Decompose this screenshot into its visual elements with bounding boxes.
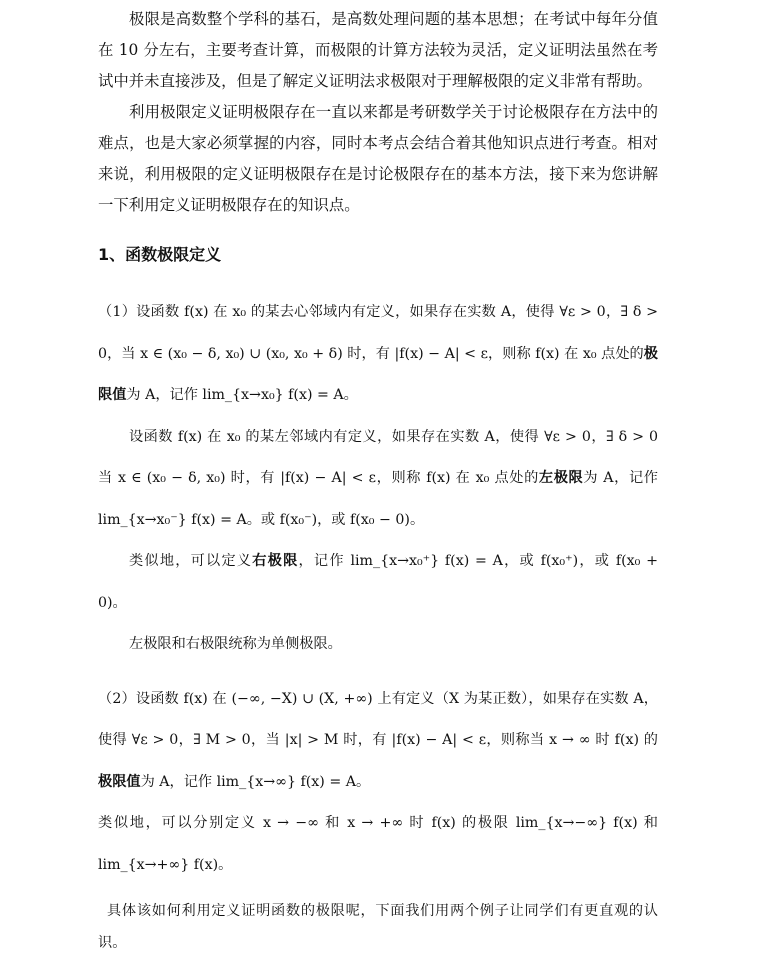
definition-two-term: 极限值: [98, 773, 141, 790]
right-limit-definition: [98, 541, 658, 624]
definition-two-body: （2）设函数 f(x) 在 (−∞, −X) ∪ (X, +∞) 上有定义（X 为某正数），如果存在实数 A，使得 ∀ε > 0，∃ M > 0，当 |x| > M 时，有 |f(x) − A| < ε，则称当 x → ∞ 时 f(x) 的: [98, 690, 658, 748]
document-page: [98, 4, 658, 959]
left-limit-body: 设函数 f(x) 在 x₀ 的某左邻域内有定义，如果存在实数 A，使得 ∀ε > 0，∃ δ > 0 当 x ∈ (x₀ − δ, x₀) 时，有 |f(x) − A| < ε，则称 f(x) 在 x₀ 点处的: [98, 428, 658, 486]
intro-paragraph-limits-foundation: 极限是高数整个学科的基石，是高数处理问题的基本思想；在考试中每年分值在 10 分左右，主要考查计算，而极限的计算方法较为灵活，定义证明法虽然在考试中并未直接涉及，但是了解定义证明法求极限对于理解极限的定义非常有帮助。: [98, 10, 658, 90]
right-limit-prefix: 类似地，可以定义: [129, 553, 253, 569]
definition-one-limit-at-point: [98, 292, 658, 417]
right-limit-notation: ，记作 lim_{x→x₀⁺} f(x) = A，或 f(x₀⁺)，或 f(x₀ + 0)。: [98, 553, 658, 611]
right-limit-term: 右极限: [252, 553, 299, 569]
left-limit-definition: [98, 417, 658, 542]
definition-two-notation: 为 A，记作 lim_{x→∞} f(x) = A。: [140, 773, 371, 790]
left-limit-notation: 为 A，记作 lim_{x→x₀⁻} f(x) = A。或 f(x₀⁻)，或 f(x₀ − 0)。: [98, 470, 658, 528]
section-heading-function-limit-definition: 1、函数极限定义: [98, 245, 222, 264]
definition-two-limit-at-infinity: [98, 679, 658, 804]
definition-one-notation: 为 A，记作 lim_{x→x₀} f(x) = A。: [126, 387, 358, 403]
definition-one-term: 极限值: [98, 345, 658, 403]
one-sided-limit-note: 左极限和右极限统称为单侧极限。: [129, 636, 342, 652]
left-limit-term: 左极限: [538, 470, 584, 486]
infinity-direction-limits: 类似地，可以分别定义 x → −∞ 和 x → +∞ 时 f(x) 的极限 lim_{x→−∞} f(x) 和 lim_{x→+∞} f(x)。: [98, 815, 658, 873]
closing-example-introduction: 具体该如何利用定义证明函数的极限呢，下面我们用两个例子让同学们有更直观的认识。: [98, 903, 658, 951]
definition-one-body: （1）设函数 f(x) 在 x₀ 的某去心邻域内有定义，如果存在实数 A，使得 ∀ε > 0，∃ δ > 0，当 x ∈ (x₀ − δ, x₀) ∪ (x₀, x₀ + δ) 时，有 |f(x) − A| < ε，则称 f(x) 在 x₀ 点处的: [98, 304, 658, 362]
intro-paragraph-definition-proof: 利用极限定义证明极限存在一直以来都是考研数学关于讨论极限存在方法中的难点，也是大家必须掌握的内容，同时本考点会结合着其他知识点进行考查。相对来说，利用极限的定义证明极限存在是讨论极限存在的基本方法，接下来为您讲解一下利用定义证明极限存在的知识点。: [98, 103, 658, 214]
